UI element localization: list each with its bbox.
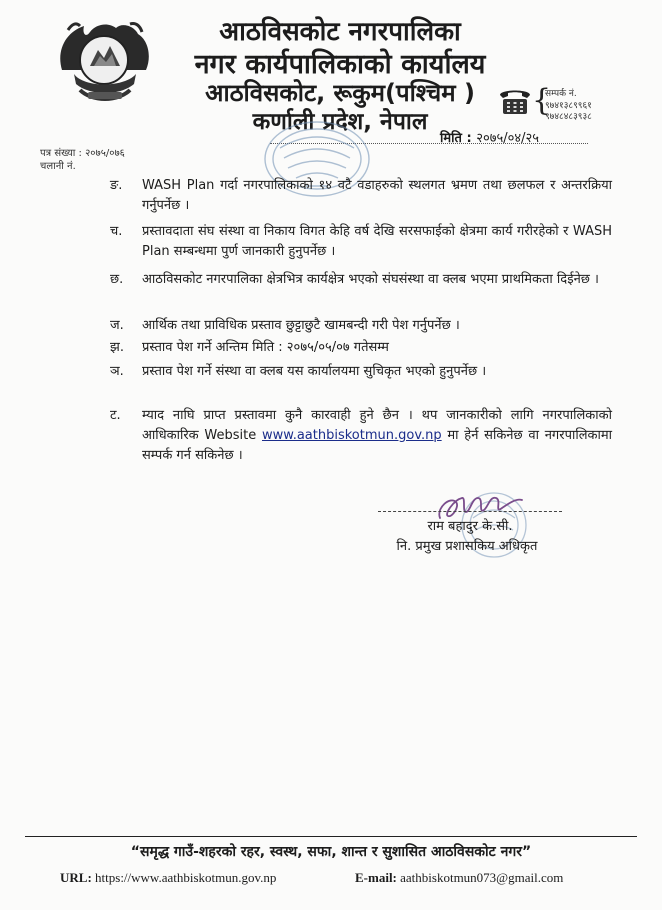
- footer-slogan: “समृद्ध गाउँ-शहरको रहर, स्वस्थ, सफा, शान्त र सुशासित आठविसकोट नगर”: [130, 844, 532, 860]
- telephone-icon: [497, 86, 533, 116]
- email-label: E-mail:: [355, 870, 397, 885]
- item-text: प्रस्तावदाता संघ संस्था वा निकाय विगत केहि वर्ष देखि सरसफाईको क्षेत्रमा कार्य गरीरहेको र WASH Plan सम्बन्धमा पुर्ण जानकारी हुनुपर्नेछ ।: [142, 224, 612, 259]
- province-country: कर्णाली प्रदेश, नेपाल: [252, 109, 428, 135]
- item-text-after: मा हेर्न सकिनेछ वा नगरपालिकामा सम्पर्क गर्न सकिनेछ ।: [142, 428, 612, 463]
- item-marker: ट.: [110, 408, 121, 423]
- nepal-emblem-icon: [50, 10, 158, 110]
- item-marker: झ.: [110, 340, 124, 355]
- email-value[interactable]: aathbiskotmun073@gmail.com: [400, 870, 564, 885]
- url-label: URL:: [60, 870, 92, 885]
- item-marker: छ.: [110, 272, 124, 287]
- item-text: आठविसकोट नगरपालिका क्षेत्रभित्र कार्यक्षेत्र भएको संघसंस्था वा क्लब भएमा प्राथमिकता दिईनेछ ।: [142, 272, 599, 287]
- office-name: नगर कार्यपालिकाको कार्यालय: [194, 49, 486, 80]
- website-link[interactable]: www.aathbiskotmun.gov.np: [262, 428, 442, 443]
- date-value: २०७५/०४/२५: [476, 131, 540, 146]
- dispatch-number: चलानी नं.: [40, 161, 76, 172]
- item-text-before: म्याद नाघि प्राप्त प्रस्तावमा कुनै कारवाही हुने छैन । थप जानकारीको लागि नगरपालिकाको आधिकारिक Website: [142, 408, 612, 443]
- item-marker: च.: [110, 224, 123, 239]
- date-label: मिति :: [440, 131, 472, 146]
- item-text: प्रस्ताव पेश गर्ने अन्तिम मिति : २०७५/०५/०७ गतेसम्म: [142, 340, 389, 355]
- reference-number: पत्र संख्या : २०७५/०७६: [40, 148, 125, 159]
- office-address: आठविसकोट, रूकुम(पश्चिम ): [205, 79, 475, 107]
- phone-brace: {: [532, 83, 552, 118]
- item-marker: ञ.: [110, 364, 124, 379]
- item-marker: ज.: [110, 318, 124, 333]
- signature-line: [378, 511, 562, 512]
- item-text: [142, 406, 612, 466]
- item-marker: ङ.: [110, 178, 123, 193]
- footer-url: [60, 870, 276, 886]
- url-value[interactable]: https://www.aathbiskotmun.gov.np: [95, 870, 277, 885]
- phone-label: सम्पर्क नं.: [545, 89, 577, 99]
- phone-number-2: ९७४८४८३९३८: [545, 112, 592, 122]
- signer-name: राम बहादुर के.सी.: [427, 519, 513, 534]
- item-text: आर्थिक तथा प्राविधिक प्रस्ताव छुट्टाछुटै खामबन्दी गरी पेश गर्नुपर्नेछ ।: [142, 318, 460, 333]
- signer-title: नि. प्रमुख प्रशासकिय अधिकृत: [396, 539, 538, 554]
- phone-number-1: ९७४१३८९९६१: [545, 101, 592, 111]
- footer-email: [355, 870, 563, 886]
- organization-name: आठविसकोट नगरपालिका: [219, 17, 461, 47]
- item-text: प्रस्ताव पेश गर्ने संस्था वा क्लब यस कार्यालयमा सुचिकृत भएको हुनुपर्नेछ ।: [142, 364, 487, 379]
- item-text: WASH Plan गर्दा नगरपालिकाको १४ वटै वडाहरुको स्थलगत भ्रमण तथा छलफल र अन्तरक्रिया गर्नुपर्नेछ ।: [142, 178, 612, 213]
- footer-divider: [25, 836, 637, 837]
